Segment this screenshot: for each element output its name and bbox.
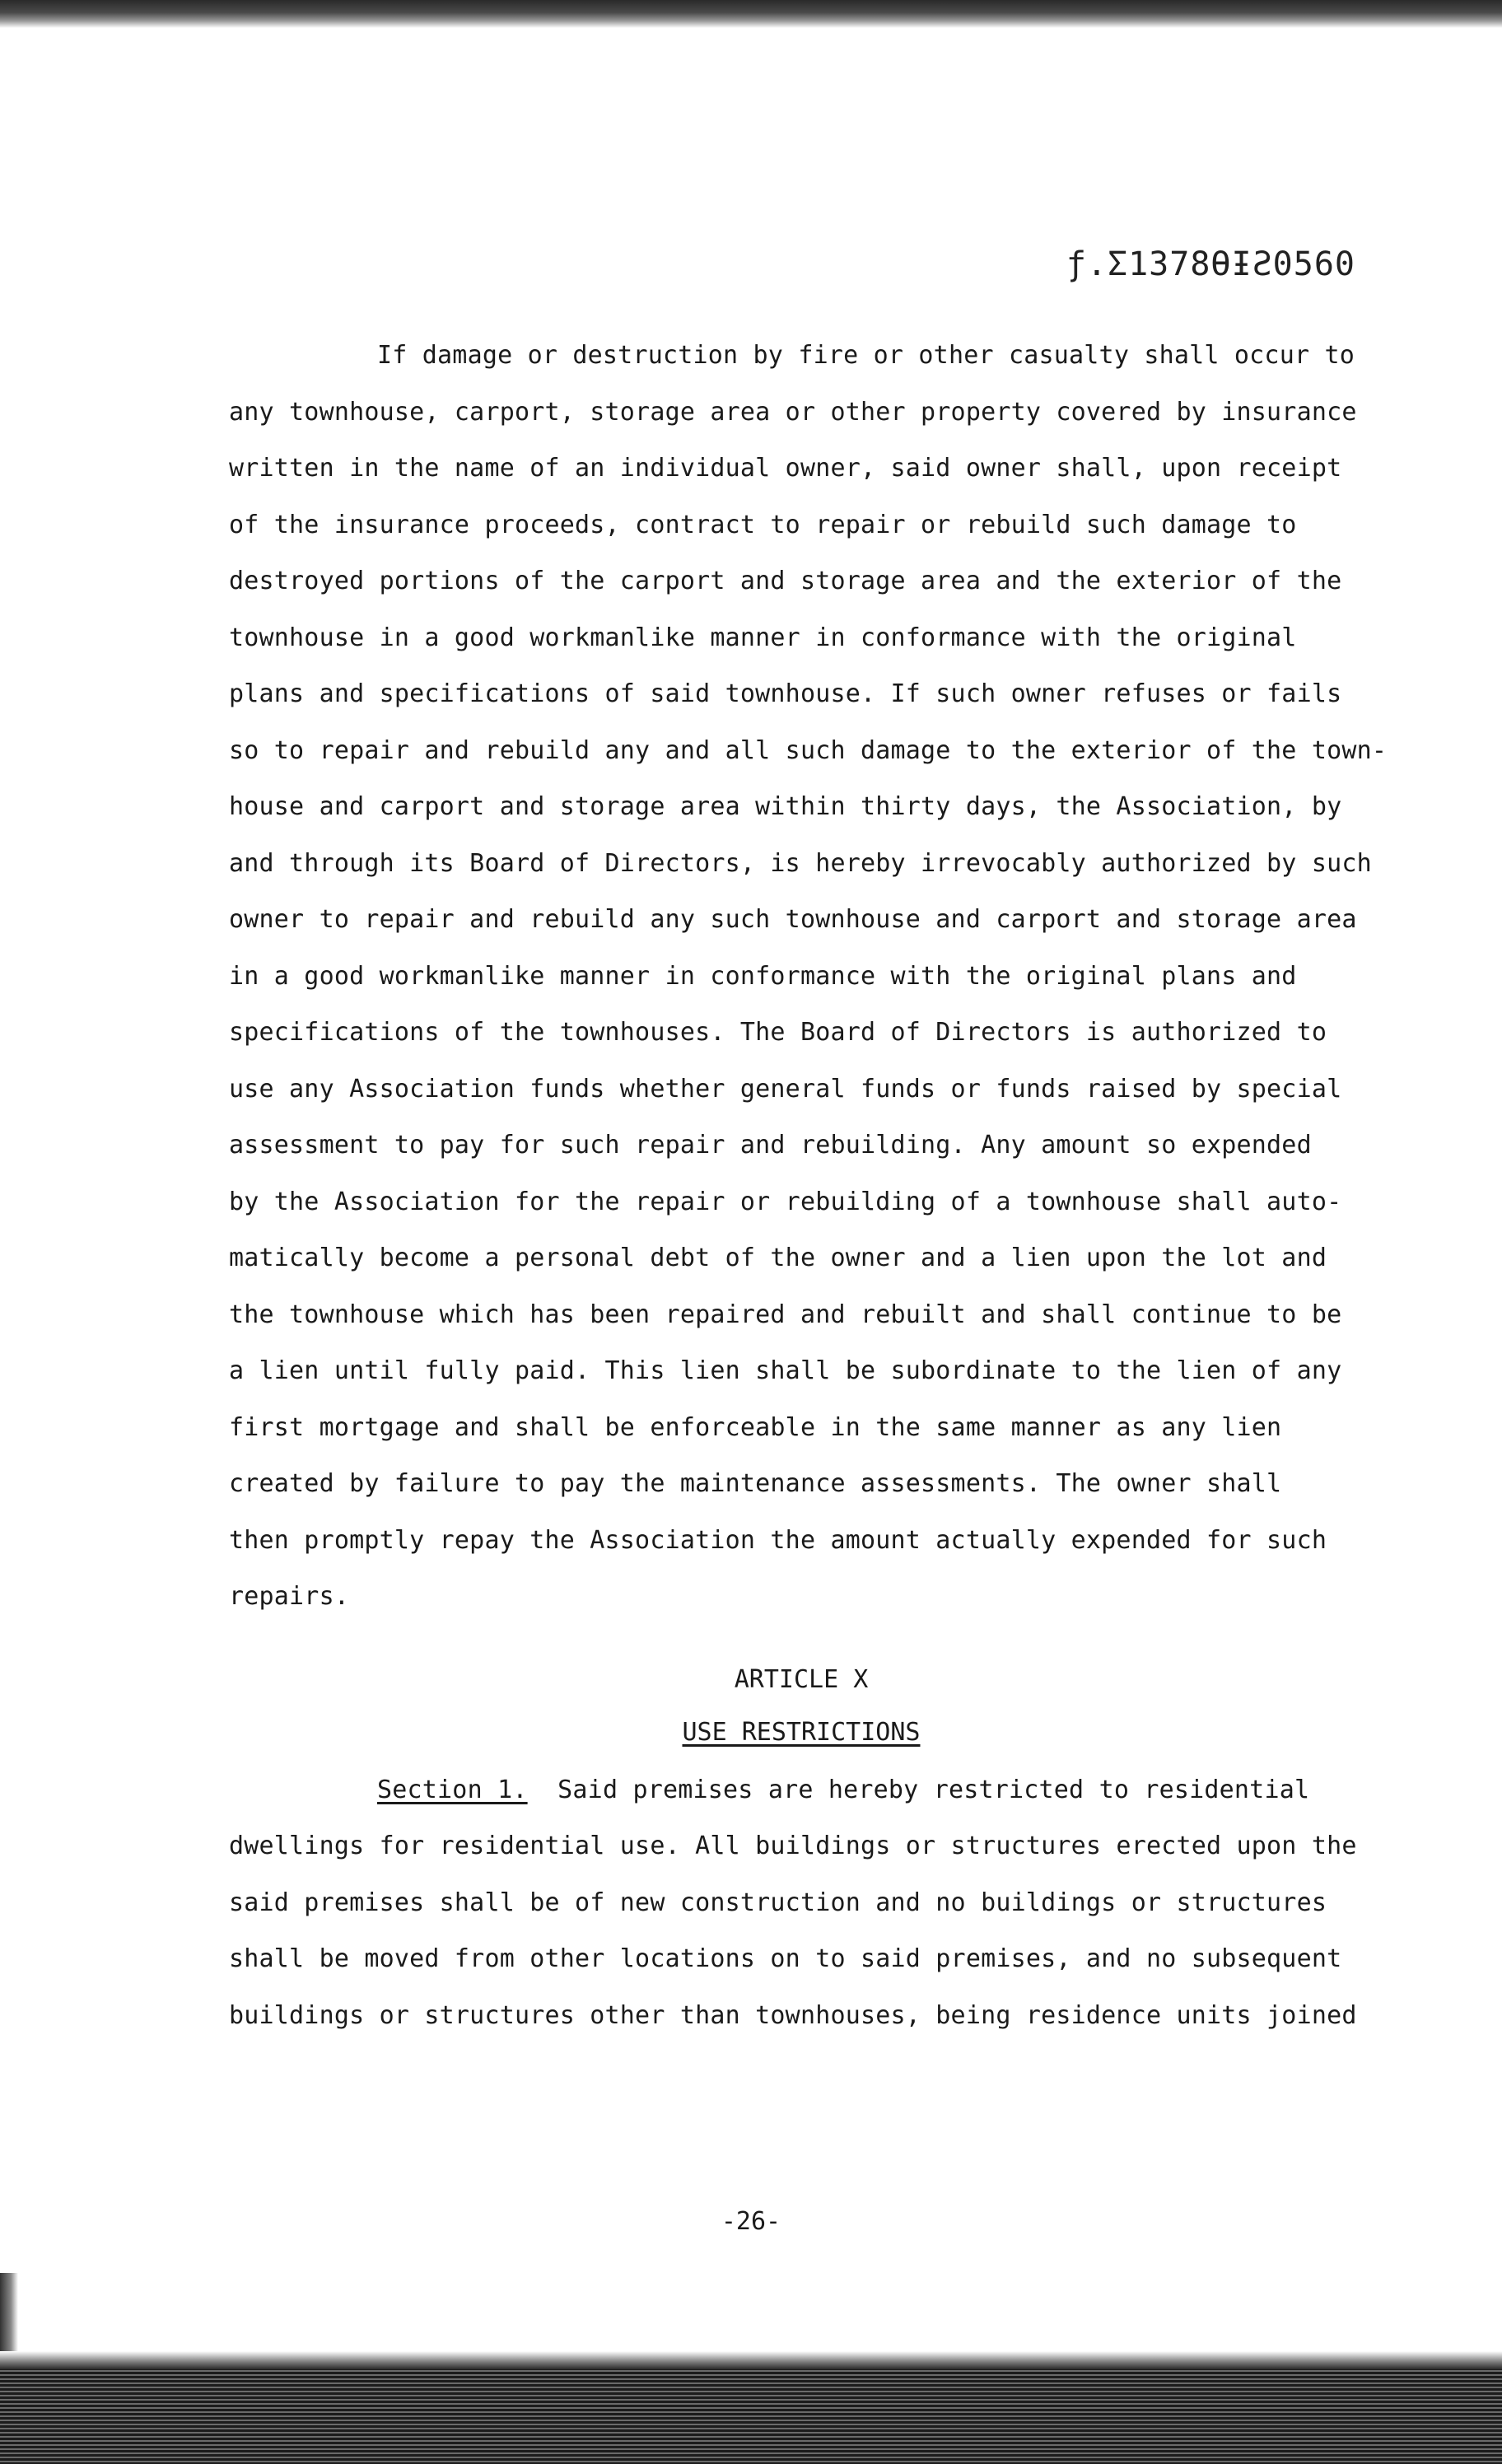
document-reference-number: ƒ.Ʃ1378ƟƗƧ0560 xyxy=(1066,245,1355,283)
paragraph-line: of the insurance proceeds, contract to repair or rebuild such damage to xyxy=(229,510,1297,539)
paragraph-line: by the Association for the repair or rebuilding of a townhouse shall auto- xyxy=(229,1187,1342,1216)
paragraph-line: destroyed portions of the carport and storage area and the exterior of the xyxy=(229,567,1342,595)
paragraph-line: written in the name of an individual owner, said owner shall, upon receipt xyxy=(229,454,1342,483)
article-subtitle-text: USE RESTRICTIONS xyxy=(682,1717,921,1747)
section-line: dwellings for residential use. All buildings or structures erected upon the xyxy=(229,1832,1357,1860)
section-line: said premises shall be of new construction and no buildings or structures xyxy=(229,1888,1327,1917)
paragraph-line: assessment to pay for such repair and rebuilding. Any amount so expended xyxy=(229,1131,1312,1160)
paragraph-line: matically become a personal debt of the owner and a lien upon the lot and xyxy=(229,1244,1327,1272)
section-1-paragraph xyxy=(229,1762,1374,2045)
scan-left-edge xyxy=(0,2273,18,2364)
paragraph-line: the townhouse which has been repaired and rebuilt and shall continue to be xyxy=(229,1300,1342,1329)
casualty-paragraph xyxy=(229,328,1388,1626)
paragraph-line: repairs. xyxy=(229,1582,350,1611)
paragraph-line: so to repair and rebuild any and all such damage to the exterior of the town- xyxy=(229,735,1388,765)
paragraph-line: first mortgage and shall be enforceable in the same manner as any lien xyxy=(229,1412,1282,1442)
section-line: buildings or structures other than townhouses, being residence units joined xyxy=(229,2000,1357,2030)
article-subtitle xyxy=(229,1708,1374,1757)
paragraph-line: in a good workmanlike manner in conformance with the original plans and xyxy=(229,961,1297,991)
paragraph-line: created by failure to pay the maintenance assessments. The owner shall xyxy=(229,1469,1282,1498)
section-line: shall be moved from other locations on to said premises, and no subsequent xyxy=(229,1944,1342,1973)
section-first-line-text: Said premises are hereby restricted to residential xyxy=(557,1775,1310,1804)
section-first-line xyxy=(229,1762,1374,1819)
paragraph-line: townhouse in a good workmanlike manner in conformance with the original xyxy=(229,623,1297,652)
paragraph-line: then promptly repay the Association the amount actually expended for such xyxy=(229,1525,1327,1555)
paragraph-line: specifications of the townhouses. The Board of Directors is authorized to xyxy=(229,1018,1327,1047)
paragraph-line: house and carport and storage area within thirty days, the Association, by xyxy=(229,792,1342,821)
paragraph-line: a lien until fully paid. This lien shall be subordinate to the lien of any xyxy=(229,1356,1342,1385)
page-number: -26- xyxy=(721,2207,781,2236)
paragraph-line: use any Association funds whether general funds or funds raised by special xyxy=(229,1074,1342,1104)
paragraph-line: owner to repair and rebuild any such townhouse and carport and storage area xyxy=(229,905,1357,934)
paragraph-line: any townhouse, carport, storage area or other property covered by insurance xyxy=(229,397,1357,427)
section-label: Section 1. xyxy=(377,1775,528,1804)
scan-bottom-border xyxy=(0,2351,1502,2464)
paragraph-line: plans and specifications of said townhouse. If such owner refuses or fails xyxy=(229,679,1342,708)
paragraph-line: If damage or destruction by fire or other casualty shall occur to xyxy=(377,341,1355,370)
document-page xyxy=(229,328,1388,2044)
paragraph-line: and through its Board of Directors, is hereby irrevocably authorized by such xyxy=(229,848,1372,878)
article-title: ARTICLE X xyxy=(734,1664,869,1694)
scan-top-border xyxy=(0,0,1502,28)
